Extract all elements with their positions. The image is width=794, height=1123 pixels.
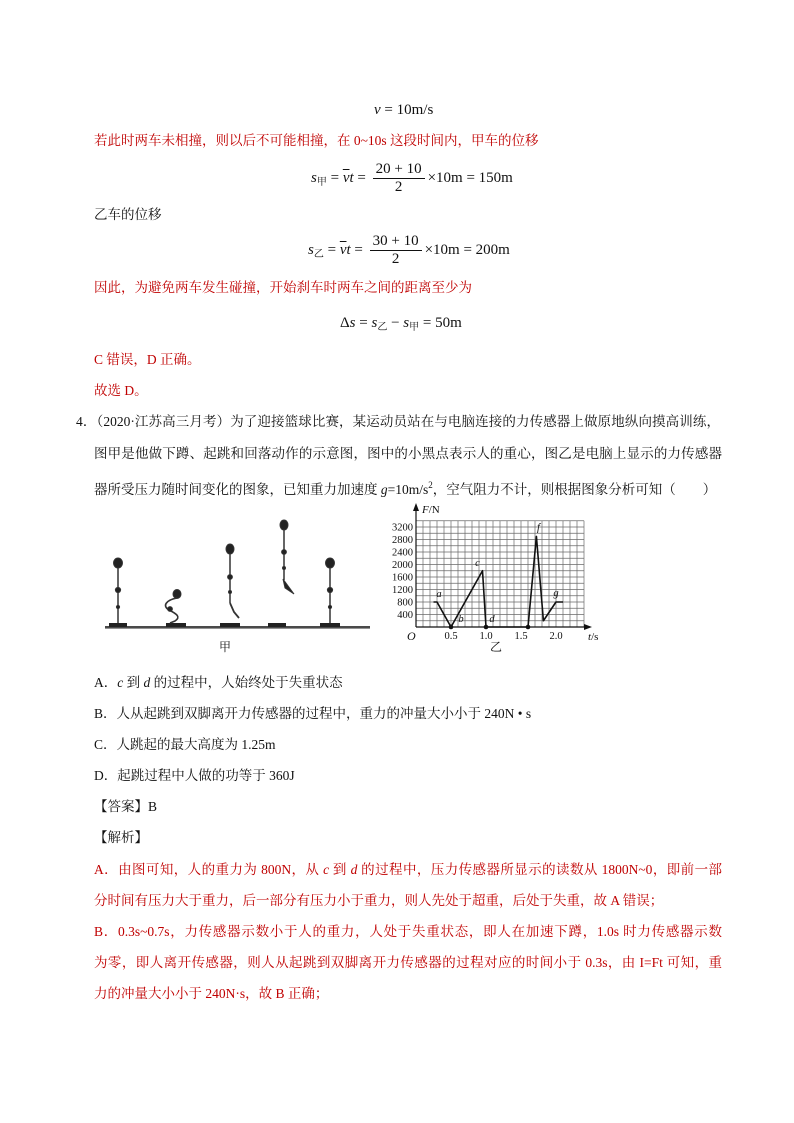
answer-line [94, 792, 157, 822]
displacement-subscript: 乙 [313, 249, 324, 260]
equals-sign: = [355, 315, 372, 331]
analysis-line: 分时间有压力大于重力，后一部分有压力小于重力，则人先处于超重，后处于失重，故 A 错误； [94, 893, 664, 908]
point-c-symbol: c [323, 862, 330, 877]
displacement-symbol: s [311, 170, 317, 186]
fraction [370, 233, 422, 268]
displacement-symbol: s [349, 315, 356, 331]
equals-sign: = [323, 242, 340, 258]
point-d-symbol: d [350, 862, 358, 877]
analysis-text: A．由图可知，人的重力为 800N，从 [94, 862, 324, 877]
center-of-gravity-dot [282, 550, 287, 555]
joint-dot [283, 567, 286, 570]
minus-sign: − [387, 315, 404, 331]
option-d: D．起跳过程中人做的功等于 360J [94, 768, 295, 783]
analysis-text: 的过程中，压力传感器所显示的读数从 1800N~0，即前一部 [357, 862, 722, 877]
fraction-denominator: 2 [373, 178, 425, 196]
x-tick-label: 0.5 [444, 631, 458, 642]
option-text: A． [94, 675, 118, 690]
equation-result: = 50m [419, 315, 462, 331]
displacement-equation-yi [308, 230, 510, 270]
point-label-a: a [436, 589, 442, 600]
joint-dot [229, 591, 232, 594]
analysis-line: 力的冲量大小小于 240N·s，故 B 正确； [94, 986, 329, 1001]
y-tick-label: 1200 [392, 585, 413, 596]
distance-difference-equation [340, 303, 462, 343]
figure-caption-yi: 乙 [490, 640, 503, 654]
x-axis-arrow [584, 624, 592, 630]
force-sensor-plate [268, 623, 286, 627]
velocity-value: = 10m/s [380, 102, 434, 118]
option-text: 到 [123, 675, 144, 690]
stem-text: 器所受压力随时间变化的图象，已知重力加速度 [94, 482, 381, 497]
center-of-gravity-dot [228, 575, 233, 580]
question-stem-line [94, 470, 716, 500]
center-of-gravity-dot [327, 587, 332, 592]
answer-label: 【答案】 [94, 799, 148, 814]
y-tick-label: 800 [397, 597, 413, 609]
delta-symbol: Δ [340, 315, 350, 331]
force-curve [434, 536, 564, 627]
equals-sign: = [326, 170, 343, 186]
average-velocity-symbol: $\overline{v}$ [342, 170, 350, 186]
exponent: 2 [428, 480, 433, 490]
y-tick-label: 2800 [392, 535, 413, 546]
y-axis-arrow [413, 503, 419, 511]
point-label-g: g [553, 588, 559, 599]
gravity-symbol: g [380, 482, 388, 497]
figure-caption-jia: 甲 [219, 640, 232, 654]
zero-force-point-marker [449, 625, 454, 630]
answer-value: B [148, 799, 158, 814]
displacement-equation-jia [311, 158, 513, 198]
stem-text: ，空气阻力不计，则根据图象分析可知（ ） [432, 482, 717, 497]
y-axis-title: F/N [422, 504, 440, 516]
displacement-symbol: s [403, 315, 410, 331]
person-crouching-figure [166, 590, 181, 624]
foot-wedge [283, 579, 294, 594]
point-c-symbol: c [117, 675, 124, 690]
average-velocity-symbol: $\overline{v}$ [339, 242, 347, 258]
fraction-numerator: 20 + 10 [375, 161, 422, 178]
center-of-gravity-dot [115, 587, 120, 592]
zero-force-point-marker [526, 625, 531, 630]
option-c: C．人跳起的最大高度为 1.25m [94, 737, 276, 752]
equation-result: ×10m = 150m [427, 170, 513, 186]
point-label-d: d [489, 614, 495, 625]
person-standing-figure [114, 558, 123, 623]
force-sensor-plate [109, 623, 127, 627]
analysis-line [94, 855, 722, 885]
gravity-value: =10m/s [387, 482, 429, 497]
analysis-label: 【解析】 [94, 830, 148, 845]
x-axis-title: t/s [588, 631, 599, 643]
time-symbol: t [349, 170, 354, 186]
person-landed-figure [326, 558, 335, 623]
option-b: B．人从起跳到双脚离开力传感器的过程中，重力的冲量大小小于 240N • s [94, 706, 532, 721]
y-tick-label: 1600 [392, 572, 413, 584]
fraction-denominator: 2 [370, 250, 422, 268]
joint-dot [328, 605, 331, 608]
question-stem-line: 图甲是他做下蹲、起跳和回落动作的示意图，图中的小黑点表示人的重心，图乙是电脑上显示的力传感器 [94, 446, 722, 461]
analysis-text: 到 [329, 862, 351, 877]
option-a [94, 668, 343, 698]
displacement-subscript: 甲 [409, 322, 420, 333]
jump-stages-figure [100, 500, 375, 660]
person-takeoff-figure [226, 544, 239, 618]
head-marker [280, 520, 288, 530]
equals-sign: = [350, 242, 367, 258]
origin-label: O [407, 629, 416, 643]
force-time-chart [378, 500, 606, 650]
question-stem-line: 4．（2020·江苏高三月考）为了迎接篮球比赛，某运动员站在与电脑连接的力传感器上做原地纵向摸高训练， [76, 414, 720, 429]
fraction-numerator: 30 + 10 [372, 233, 419, 250]
solution-text-line: 乙车的位移 [94, 207, 162, 222]
analysis-line: 为零，即人离开传感器，则人从起跳到双脚离开力传感器的过程对应的时间小于 0.3s，由 I=Ft 可知，重 [94, 955, 722, 970]
time-symbol: t [346, 242, 351, 258]
joint-dot [116, 605, 119, 608]
head-marker [114, 558, 123, 568]
velocity-equation [374, 95, 433, 125]
y-tick-label: 2400 [392, 547, 413, 559]
point-d-symbol: d [143, 675, 151, 690]
solution-conclusion: C 错误，D 正确。 [94, 352, 201, 367]
force-sensor-plate [320, 623, 340, 627]
option-text: 的过程中，人始终处于失重状态 [150, 675, 343, 690]
y-tick-label: 400 [397, 610, 413, 621]
head-marker [326, 558, 335, 568]
x-tick-label: 1.5 [514, 631, 528, 642]
point-label-f: f [536, 522, 540, 534]
person-airborne-figure [280, 520, 294, 594]
head-marker [226, 544, 234, 554]
y-tick-label: 3200 [392, 522, 413, 534]
zero-force-point-marker [484, 625, 489, 630]
solution-text-line: 若此时两车未相撞，则以后不可能相撞，在 0~10s 这段时间内，甲车的位移 [94, 133, 539, 148]
solution-choice: 故选 D。 [94, 383, 148, 398]
y-tick-label: 2000 [392, 560, 413, 571]
analysis-line: B．0.3s~0.7s，力传感器示数小于人的重力，人处于失重状态，即人在加速下蹲，1.0s 时力传感器示数 [94, 924, 722, 939]
foot-line [230, 603, 239, 618]
velocity-symbol: v [374, 102, 381, 118]
displacement-subscript: 甲 [316, 177, 327, 188]
equals-sign: = [353, 170, 370, 186]
force-sensor-plate [220, 623, 240, 627]
head-marker [173, 590, 181, 599]
point-label-c: c [475, 557, 480, 569]
x-tick-label: 1.0 [479, 631, 493, 642]
force-sensor-plate [166, 623, 186, 627]
x-tick-label: 2.0 [549, 631, 563, 642]
equation-result: ×10m = 200m [424, 242, 510, 258]
displacement-symbol: s [308, 242, 314, 258]
point-label-b: b [458, 614, 464, 625]
center-of-gravity-dot [168, 607, 173, 612]
displacement-symbol: s [371, 315, 378, 331]
displacement-subscript: 乙 [377, 322, 388, 333]
fraction [373, 161, 425, 196]
solution-text-line: 因此，为避免两车发生碰撞，开始刹车时两车之间的距离至少为 [94, 280, 472, 295]
